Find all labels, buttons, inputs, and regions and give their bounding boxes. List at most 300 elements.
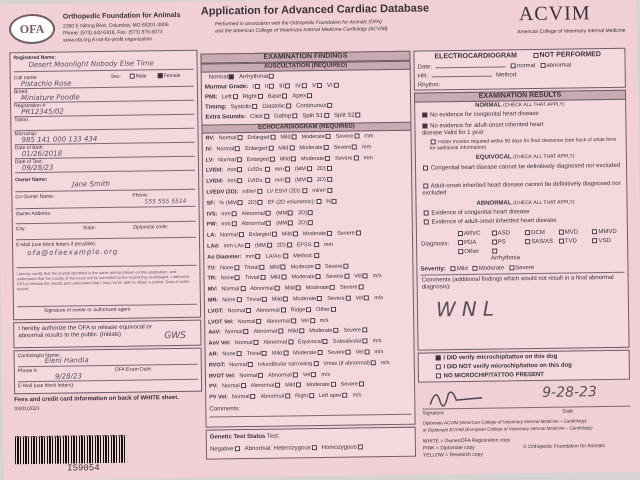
abnormal-item-2[interactable]: Evidence of adult-onset inherited heart disease [423,218,557,227]
checkbox-icon[interactable] [288,340,293,345]
echo-option[interactable]: ml/m² [312,188,333,194]
checkbox-icon[interactable] [308,221,313,226]
echo-option[interactable]: Trivial [245,275,267,281]
echo-option[interactable]: (MM [295,166,313,172]
diagnosis-option[interactable]: ASD [491,230,525,238]
dog-field-value[interactable]: 09/28/23 [21,163,54,173]
echo-option[interactable]: Subvalvular [333,339,369,345]
echo-option[interactable]: Mild [270,275,287,281]
echo-option[interactable]: Mild [272,296,289,302]
auscultation-option[interactable]: V [312,83,323,90]
microchip-did-verify[interactable]: I DID verify microchip/tattoo on this dog [435,354,558,363]
checkbox-icon[interactable] [239,232,244,237]
echo-option[interactable]: LVIDs: [248,178,271,184]
echo-option[interactable]: Moderate [306,285,336,291]
checkbox-checked-icon[interactable] [158,73,163,78]
checkbox-icon[interactable] [344,274,349,279]
echo-option[interactable]: LV ESVI (2D): [267,188,308,195]
ecg-normal[interactable]: normal [510,63,535,70]
echo-option[interactable]: mm [275,167,291,173]
checkbox-icon[interactable] [540,63,545,68]
echo-option[interactable]: 2D) [277,242,293,248]
checkbox-icon[interactable] [233,94,238,99]
checkbox-icon[interactable] [231,211,236,216]
echo-option[interactable]: Moderate [306,382,336,388]
phone-value[interactable]: 555 555 5514 [144,197,187,206]
checkbox-icon[interactable] [423,183,428,188]
echo-option[interactable]: (MM [276,210,294,216]
diagnosis-option[interactable]: PS [491,239,525,247]
checkbox-icon[interactable] [559,230,564,235]
echo-option[interactable]: Vel [303,372,318,378]
severity-mild[interactable]: Mild [450,266,468,273]
checkbox-icon[interactable] [262,351,267,356]
checkbox-icon[interactable] [270,156,275,161]
echo-option[interactable]: Right [295,393,315,399]
echo-option[interactable]: Severe [343,328,368,334]
checkbox-icon[interactable] [238,200,243,205]
checkbox-icon[interactable] [346,350,351,355]
echo-option[interactable]: Mild [280,134,297,140]
checkbox-icon[interactable] [260,264,265,269]
checkbox-icon[interactable] [311,372,316,377]
checkbox-icon[interactable] [293,232,298,237]
checkbox-icon[interactable] [265,167,270,172]
diagnosis-option[interactable]: Arrhythmia [491,248,525,263]
checkbox-icon[interactable] [364,349,369,354]
checkbox-icon[interactable] [235,146,240,151]
checkbox-icon[interactable] [346,296,351,301]
checkbox-icon[interactable] [307,167,312,172]
checkbox-icon[interactable] [309,393,314,398]
checkbox-icon[interactable] [235,276,240,281]
checkbox-icon[interactable] [264,114,269,119]
echo-option[interactable]: (MM [276,221,294,227]
checkbox-icon[interactable] [269,74,274,79]
checkbox-icon[interactable] [256,254,261,259]
echo-option[interactable]: Moderate [303,231,333,237]
checkbox-icon[interactable] [255,84,260,89]
checkbox-icon[interactable] [235,446,240,451]
echo-option[interactable]: EPSS: [297,242,320,248]
equivocal-item-1[interactable]: Congenital heart disease cannot be definitively diagnosed nor excluded [422,163,622,173]
checkbox-icon[interactable] [258,94,263,99]
checkbox-icon[interactable] [285,167,290,172]
echo-option[interactable]: mm [245,254,261,260]
checkbox-icon[interactable] [292,113,297,118]
echo-option[interactable]: Moderate [299,145,329,151]
echo-option[interactable]: Severe [334,144,359,150]
echo-option[interactable]: Moderate [301,155,331,161]
echo-option[interactable]: None [222,297,242,303]
echo-option[interactable]: LA/Ao: [266,253,290,259]
echo-option[interactable]: % [326,199,338,205]
auscultation-option[interactable]: Gallop [274,113,298,120]
checkbox-icon[interactable] [436,364,441,369]
checkbox-icon[interactable] [352,144,357,149]
echo-option[interactable]: mm LAs [224,243,251,249]
auscultation-option[interactable]: Split S1 [302,113,330,120]
echo-option[interactable]: Mild [285,285,302,291]
checkbox-icon[interactable] [275,383,280,388]
auscultation-option[interactable]: Arrhythmia [239,74,275,82]
checkbox-icon[interactable] [269,84,274,89]
echo-option[interactable]: Mild [285,383,302,389]
checkbox-icon[interactable] [302,188,307,193]
echo-option[interactable]: Severe [337,231,362,237]
checkbox-checked-icon[interactable] [422,112,427,117]
checkbox-icon[interactable] [364,295,369,300]
echo-option[interactable]: Enlarged [245,145,274,151]
checkbox-icon[interactable] [267,243,272,248]
echo-option[interactable]: Abnormal [242,221,273,227]
echo-option[interactable]: Mild [282,231,299,237]
echo-option[interactable]: Abnormal [251,383,282,389]
checkbox-icon[interactable] [525,239,530,244]
checkbox-icon[interactable] [458,231,463,236]
echo-option[interactable]: (MM [255,243,273,249]
auscultation-option[interactable]: III [279,83,291,90]
checkbox-icon[interactable] [244,329,249,334]
auscultation-option[interactable]: Continuous [296,103,333,111]
checkbox-icon[interactable] [256,318,261,323]
checkbox-checked-icon[interactable] [422,123,427,128]
checkbox-icon[interactable] [234,265,239,270]
checkbox-icon[interactable] [331,382,336,387]
checkbox-icon[interactable] [291,156,296,161]
equivocal-item-2[interactable]: Adult-onset inherited heart disease cannot be definitively diagnosed nor excluded [422,180,621,197]
checkbox-icon[interactable] [371,360,376,365]
echo-option[interactable]: LVIDs: [247,167,270,173]
checkbox-icon[interactable] [423,165,428,170]
echo-option[interactable]: ml/m² [242,189,263,195]
owner-name-value[interactable]: Jane Smith [72,179,110,189]
echo-option[interactable]: Normal [216,146,241,152]
checkbox-icon[interactable] [237,135,242,140]
diagnosis-option[interactable]: VSD [591,238,625,246]
echo-option[interactable]: Normal [222,383,247,389]
echo-option[interactable]: Vel [356,349,371,355]
dog-field-value[interactable]: Miniature Poodle [20,93,80,103]
checkbox-icon[interactable] [299,329,304,334]
echo-option[interactable]: Moderate [291,274,321,280]
ecg-abnormal[interactable]: abnormal [539,62,571,70]
checkbox-icon[interactable] [291,318,296,323]
severity-moderate[interactable]: Moderate [472,265,504,273]
echo-option[interactable]: Enlarged [247,156,276,162]
echo-option[interactable]: 2D) [298,220,314,226]
results-comments-value[interactable]: WNL [435,296,501,322]
echo-option[interactable]: Mild [288,329,305,335]
checkbox-icon[interactable] [327,103,332,108]
checkbox-icon[interactable] [473,266,478,271]
echo-option[interactable]: Moderate [301,134,331,140]
echo-option[interactable]: Enlarged [247,135,276,141]
checkbox-icon[interactable] [262,297,267,302]
checkbox-icon[interactable] [282,93,287,98]
echo-option[interactable]: 2D) [298,210,314,216]
checkbox-icon[interactable] [323,339,328,344]
checkbox-icon[interactable] [285,83,290,88]
checkbox-icon[interactable] [492,231,497,236]
checkbox-icon[interactable] [327,231,332,236]
checkbox-icon[interactable] [253,340,258,345]
echo-option[interactable]: Abnormal [266,318,297,324]
genetic-option-homozygous[interactable]: Homozygous [322,444,364,452]
checkbox-icon[interactable] [310,318,315,323]
echo-option[interactable]: Normal [232,394,257,400]
auscultation-option[interactable]: VI [327,83,340,90]
checkbox-checked-icon[interactable] [229,74,234,79]
auscultation-option[interactable]: Normal [209,74,235,81]
checkbox-icon[interactable] [354,155,359,160]
ofa-exp-value[interactable]: 9/28/23 [54,372,82,381]
checkbox-icon[interactable] [288,210,293,215]
echo-option[interactable]: None [220,265,240,271]
checkbox-icon[interactable] [509,265,514,270]
diagnosis-option[interactable]: ARVC [457,231,491,239]
auscultation-option[interactable]: IV [295,83,308,90]
checkbox-icon[interactable] [317,296,322,301]
dog-field-value[interactable]: Pistachio Rose [20,79,72,89]
release-initials[interactable]: GWS [164,330,187,342]
checkbox-checked-icon[interactable] [436,355,441,360]
checkbox-icon[interactable] [533,53,538,58]
checkbox-icon[interactable] [334,83,339,88]
diagnosis-option[interactable]: TVD [558,238,592,246]
checkbox-icon[interactable] [356,112,361,117]
checkbox-icon[interactable] [266,221,271,226]
checkbox-icon[interactable] [343,263,348,268]
checkbox-icon[interactable] [363,339,368,344]
sex-option-female[interactable]: Female [157,73,181,79]
auscultation-option[interactable]: II [265,84,275,91]
sex-option-male[interactable]: Male [129,73,147,79]
auscultation-option[interactable]: Left [222,94,239,101]
checkbox-icon[interactable] [236,297,241,302]
echo-option[interactable]: Severe [326,274,351,280]
checkbox-icon[interactable] [327,166,332,171]
echo-option[interactable]: Abnormal [261,394,292,400]
auscultation-option[interactable]: Diastolic [262,103,292,110]
checkbox-icon[interactable] [511,63,516,68]
checkbox-icon[interactable] [272,232,277,237]
genetic-option-heterozygous[interactable]: Abnormal: Heterozygous [245,445,318,453]
checkbox-icon[interactable] [424,210,429,215]
checkbox-icon[interactable] [288,221,293,226]
checkbox-icon[interactable] [458,240,463,245]
checkbox-icon[interactable] [293,372,298,377]
checkbox-icon[interactable] [283,351,288,356]
checkbox-icon[interactable] [241,383,246,388]
checkbox-icon[interactable] [436,373,441,378]
echo-option[interactable]: mm [275,178,291,184]
checkbox-icon[interactable] [363,274,368,279]
checkbox-icon[interactable] [325,155,330,160]
checkbox-icon[interactable] [559,239,564,244]
echo-option[interactable]: Equivocal [298,339,329,345]
checkbox-icon[interactable] [592,238,597,243]
echo-option[interactable]: Moderate [291,264,321,270]
echo-option[interactable]: 2D) [317,166,333,172]
checkbox-icon[interactable] [291,134,296,139]
echo-option[interactable]: Method: [293,253,320,259]
echo-option[interactable]: mm [221,222,237,228]
auscultation-option[interactable]: Click [250,114,270,121]
checkbox-icon[interactable] [275,286,280,291]
checkbox-icon[interactable] [130,74,135,79]
echo-option[interactable]: Abnormal [254,329,285,335]
echo-option[interactable]: Mild [272,350,289,356]
echo-option[interactable]: Vel [354,274,369,280]
checkbox-icon[interactable] [252,104,257,109]
checkbox-icon[interactable] [458,249,463,254]
echo-option[interactable]: Normal [218,157,243,163]
echo-option[interactable]: Moderate [309,328,339,334]
checkbox-icon[interactable] [296,286,301,291]
echo-option[interactable]: Normal [235,340,260,346]
severity-severe[interactable]: Severe [508,265,534,272]
echo-option[interactable]: None [221,275,241,281]
checkbox-icon[interactable] [248,362,253,367]
echo-option[interactable]: Normal [238,318,263,324]
checkbox-icon[interactable] [331,307,336,312]
checkbox-icon[interactable] [492,249,497,254]
echo-option[interactable]: Normal [220,232,245,238]
checkbox-icon[interactable] [431,140,436,145]
checkbox-icon[interactable] [286,103,291,108]
checkbox-icon[interactable] [326,134,331,139]
echo-option[interactable]: Severe [325,263,350,269]
abnormal-item-1[interactable]: Evidence of congenital heart disease [423,209,530,218]
checkbox-icon[interactable] [302,83,307,88]
checkbox-icon[interactable] [258,372,263,377]
checkbox-icon[interactable] [314,242,319,247]
echo-option[interactable]: Vmax (if abnormal) [323,360,377,367]
checkbox-icon[interactable] [313,361,318,366]
echo-option[interactable]: Abnormal [250,286,281,292]
checkbox-icon[interactable] [283,297,288,302]
checkbox-icon[interactable] [307,93,312,98]
checkbox-icon[interactable] [246,308,251,313]
echo-option[interactable]: Moderate [293,296,323,302]
echo-option[interactable]: Enlarged [249,232,278,238]
echo-option[interactable]: Normal [219,135,244,141]
checkbox-icon[interactable] [312,445,317,450]
email-value[interactable]: ofa@ofaexample.org [27,247,119,258]
checkbox-icon[interactable] [317,350,322,355]
echo-option[interactable]: mm [227,178,243,184]
echo-option[interactable]: Normal [227,308,252,314]
registered-name-value[interactable]: Desert Moonlight Nobody Else Time [28,59,154,70]
checkbox-icon[interactable] [270,135,275,140]
genetic-option-negative[interactable]: Negative [210,446,241,454]
checkbox-icon[interactable] [258,200,263,205]
echo-option[interactable]: Severe [327,350,352,356]
echo-option[interactable]: None [222,351,242,357]
checkbox-icon[interactable] [278,329,283,334]
echo-option[interactable]: 2D) [317,177,333,183]
checkbox-icon[interactable] [251,394,256,399]
normal-item-2[interactable]: No evidence for adult-onset inherited heart disease Valid for 1 year [421,121,544,137]
checkbox-icon[interactable] [343,393,348,398]
checkbox-icon[interactable] [315,264,320,269]
checkbox-icon[interactable] [317,83,322,88]
normal-item-1[interactable]: No evidence for congenital heart disease [421,110,621,120]
echo-option[interactable]: Ridge [291,307,312,313]
echo-option[interactable]: Abnormal [263,340,294,346]
checkbox-icon[interactable] [592,229,597,234]
checkbox-icon[interactable] [237,168,242,173]
checkbox-icon[interactable] [237,351,242,356]
checkbox-icon[interactable] [306,307,311,312]
normal-item-3[interactable]: Holter monitor required within 90 days for final clearance (see back of white form for additional information) [429,136,617,152]
checkbox-icon[interactable] [296,383,301,388]
checkbox-icon[interactable] [281,264,286,269]
diagnosis-option[interactable]: SAS/AS [524,239,558,247]
dog-field-value[interactable]: PR12345/02 [21,107,64,117]
auscultation-option[interactable]: Apex [292,93,313,100]
echo-option[interactable]: Normal [229,362,254,368]
checkbox-icon[interactable] [324,113,329,118]
checkbox-icon[interactable] [281,307,286,312]
echo-option[interactable]: Mild [280,156,297,162]
auscultation-option[interactable]: Base [268,93,289,100]
echo-option[interactable]: (MM [295,177,313,183]
echo-option[interactable]: Severe [336,133,361,139]
ecg-not-performed[interactable]: NOT PERFORMED [532,51,601,60]
checkbox-icon[interactable] [324,145,329,150]
checkbox-icon[interactable] [237,157,242,162]
auscultation-option[interactable]: Systolic [231,104,259,111]
diagnosis-option[interactable]: DCM [524,230,558,238]
checkbox-icon[interactable] [316,199,321,204]
echo-option[interactable]: Abnormal [241,210,272,216]
echo-option[interactable]: EF (2D volumetric): [268,199,322,206]
echo-option[interactable]: % (MM [219,200,244,206]
checkbox-icon[interactable] [307,177,312,182]
dog-field-value[interactable]: 985 141 000 133 434 [21,135,98,145]
echo-option[interactable]: Normal [225,329,250,335]
checkbox-icon[interactable] [285,394,290,399]
echo-option[interactable]: Mild [270,264,287,270]
echo-option[interactable]: Infundibular narrowing [258,361,320,368]
checkbox-icon[interactable] [358,285,363,290]
echo-option[interactable]: Normal [239,372,264,378]
checkbox-icon[interactable] [316,274,321,279]
signature-date-value[interactable]: 9-28-23 [542,384,597,401]
echo-option[interactable]: Trivial [246,297,268,303]
checkbox-icon[interactable] [354,133,359,138]
checkbox-icon[interactable] [359,382,364,387]
echo-option[interactable]: Normal [221,286,246,292]
cardiologist-value[interactable]: Eleni Handia [44,356,89,365]
auscultation-option[interactable]: Split S2 [334,112,362,119]
diagnosis-option[interactable]: MVD [558,229,592,237]
echo-option[interactable]: Trivial [244,264,266,270]
checkbox-icon[interactable] [356,231,361,236]
echo-option[interactable]: Severe [335,155,360,161]
echo-option[interactable]: Abnormal [256,307,287,313]
echo-option[interactable]: Other [316,307,337,313]
echo-option[interactable]: Mild [278,145,295,151]
checkbox-icon[interactable] [314,253,319,258]
auscultation-option[interactable]: Right [243,94,264,101]
echo-option[interactable]: 2D) [248,200,264,206]
checkbox-icon[interactable] [240,286,245,291]
diagnosis-option[interactable]: PDA [457,240,491,248]
echo-option[interactable]: Trivial [247,351,269,357]
